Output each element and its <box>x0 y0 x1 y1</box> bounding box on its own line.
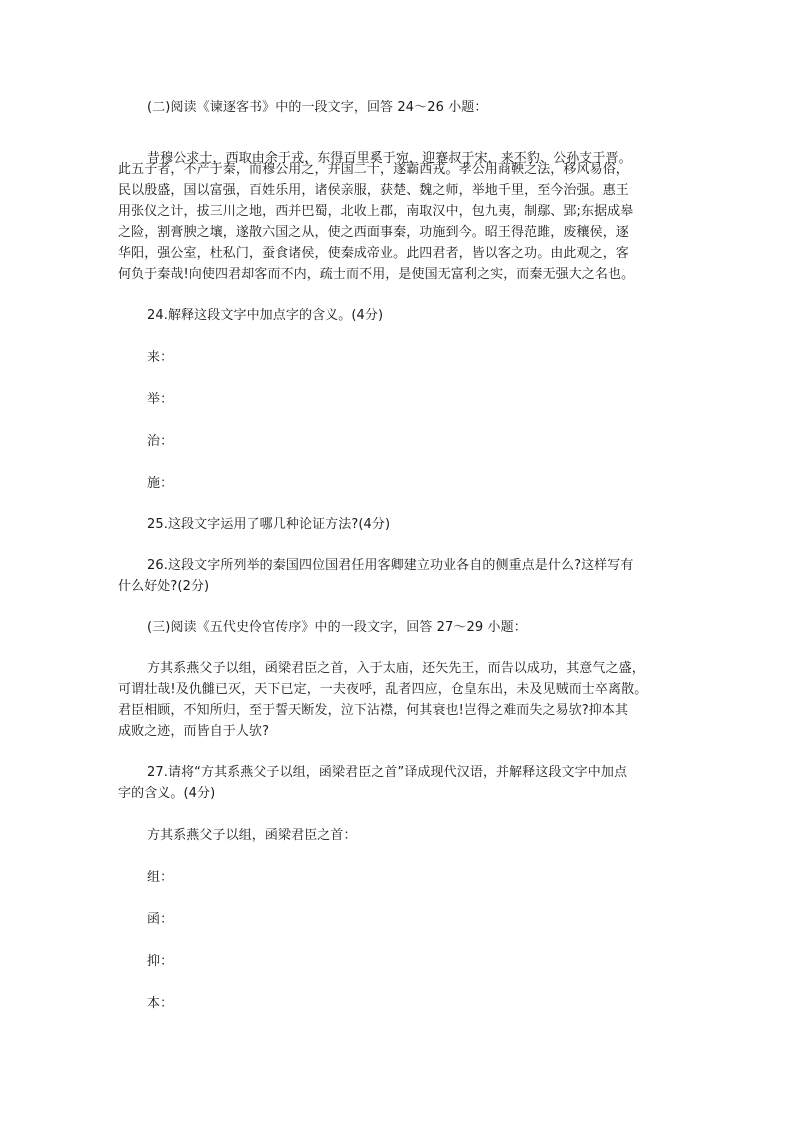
question-26: 什么好处?(2分) <box>118 579 210 594</box>
answer-label: 抑： <box>147 954 174 969</box>
answer-label: 施： <box>147 476 174 491</box>
question-25: 25.这段文字运用了哪几种论证方法?(4分) <box>147 517 391 532</box>
passage-line: 民以殷盛，国以富强，百姓乐用，诸侯亲服，获楚、魏之师，举地千里，至今治强。惠王 <box>118 183 629 198</box>
question-27: 字的含义。(4分) <box>118 786 216 801</box>
question-24: 24.解释这段文字中加点字的含义。(4分) <box>147 308 384 323</box>
passage-line: 此五子者，不产于秦，而穆公用之，并国二十，遂霸西戎。孝公用商鞅之法，移风易俗， <box>118 162 629 177</box>
question-27: 27.请将“方其系燕父子以组，函梁君臣之首”译成现代汉语，并解释这段文字中加点 <box>147 765 628 780</box>
answer-label: 治： <box>147 434 174 449</box>
answer-label: 方其系燕父子以组，函梁君臣之首： <box>147 828 357 843</box>
passage-line: 可谓壮哉!及仇雠已灭，天下已定，一夫夜呼，乱者四应，仓皇东出，未及见贼而士卒离散。 <box>118 682 648 697</box>
section-heading: (三)阅读《五代史伶官传序》中的一段文字，回答 27～29 小题： <box>147 620 527 635</box>
answer-label: 本： <box>147 996 174 1011</box>
passage-line: 成败之迹，而皆自于人欤? <box>118 724 270 739</box>
passage-line: 之险，割膏腴之壤，遂散六国之从，使之西面事秦，功施到今。昭王得范雎，废穰侯，逐 <box>118 225 629 240</box>
question-26: 26.这段文字所列举的秦国四位国君任用客卿建立功业各自的侧重点是什么?这样写有 <box>147 558 634 573</box>
passage-line: 昔穆公求士，西取由余于戎，东得百里奚于宛，迎蹇叔于宋，来丕豹、公孙支于晋。 <box>147 151 632 166</box>
answer-label: 来： <box>147 350 174 365</box>
passage-line: 华阳，强公室，杜私门，蚕食诸侯，使秦成帝业。此四君者，皆以客之功。由此观之，客 <box>118 246 629 261</box>
passage-line: 何负于秦哉!向使四君却客而不内，疏士而不用，是使国无富利之实，而秦无强大之名也。 <box>118 267 635 282</box>
passage-line: 用张仪之计，拔三川之地，西并巴蜀，北收上郡，南取汉中，包九夷，制鄢、郢;东据成皋 <box>118 204 634 219</box>
answer-label: 函： <box>147 912 174 927</box>
passage-line: 方其系燕父子以组，函梁君臣之首，入于太庙，还矢先王，而告以成功，其意气之盛， <box>147 661 645 676</box>
section-heading: (二)阅读《谏逐客书》中的一段文字，回答 24～26 小题： <box>147 100 488 115</box>
answer-label: 组： <box>147 870 174 885</box>
answer-label: 举： <box>147 392 174 407</box>
passage-line: 君臣相顾，不知所归，至于誓天断发，泣下沾襟，何其衰也!岂得之难而失之易欤?抑本其 <box>118 703 629 718</box>
